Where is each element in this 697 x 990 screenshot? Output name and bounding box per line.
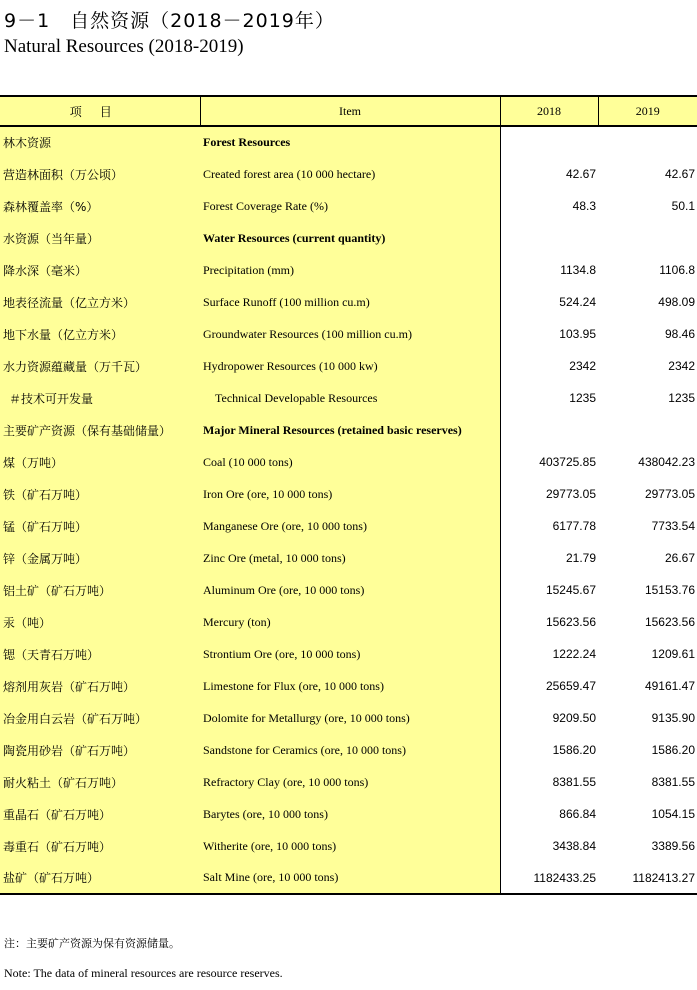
item-cn-cell: 汞（吨）: [0, 606, 200, 638]
value-2018-cell: 25659.47: [545, 679, 596, 693]
value-2018-cell: 15245.67: [545, 583, 596, 597]
item-cn-cell: 地下水量（亿立方米）: [0, 318, 200, 350]
value-2018-cell: 1586.20: [552, 743, 596, 757]
value-2019-cell: [598, 126, 697, 158]
table-row: [0, 478, 697, 510]
value-2019-cell: 1235: [668, 391, 695, 405]
page-title-en: Natural Resources (2018-2019): [4, 36, 244, 57]
value-2018-cell: 6177.78: [552, 519, 596, 533]
item-en-cell: Zinc Ore (metal, 10 000 tons): [200, 542, 500, 574]
item-cn-cell: 铁（矿石万吨）: [0, 478, 200, 510]
value-2018-cell: 29773.05: [545, 487, 596, 501]
item-cn-cell: 煤（万吨）: [0, 446, 200, 478]
table-row: [0, 830, 697, 862]
header-row: [0, 96, 697, 126]
table-row: [0, 862, 697, 894]
value-2019-cell: 498.09: [658, 295, 695, 309]
value-2018-cell: 15623.56: [545, 615, 596, 629]
value-2019-cell: 15153.76: [644, 583, 695, 597]
table-row: [0, 670, 697, 702]
section-row: [0, 126, 697, 158]
value-2018-cell: 1222.24: [552, 647, 596, 661]
table-row: [0, 158, 697, 190]
item-en-cell: Major Mineral Resources (retained basic reserves): [200, 414, 500, 446]
item-en-cell: Refractory Clay (ore, 10 000 tons): [200, 766, 500, 798]
item-cn-cell: 锶（天青石万吨）: [0, 638, 200, 670]
table-row: [0, 798, 697, 830]
value-2019-cell: 3389.56: [651, 839, 695, 853]
natural-resources-table: [0, 95, 697, 895]
value-2018-cell: 8381.55: [552, 775, 596, 789]
header-2018: 2018: [500, 96, 598, 126]
table-body: [0, 126, 697, 894]
value-2019-cell: 1209.61: [651, 647, 695, 661]
table-row: [0, 446, 697, 478]
item-en-cell: Manganese Ore (ore, 10 000 tons): [200, 510, 500, 542]
item-cn-cell: ＃技术可开发量: [0, 382, 200, 414]
item-cn-cell: 盐矿（矿石万吨）: [0, 862, 200, 894]
value-2019-cell: 1182413.27: [598, 862, 697, 894]
item-en-cell: Precipitation (mm): [200, 254, 500, 286]
value-2018-cell: 103.95: [559, 327, 596, 341]
item-cn-cell: 陶瓷用砂岩（矿石万吨）: [0, 734, 200, 766]
table-row: [0, 190, 697, 222]
item-en-cell: Hydropower Resources (10 000 kw): [200, 350, 500, 382]
value-2019-cell: 15623.56: [644, 615, 695, 629]
value-2018-cell: [500, 414, 598, 446]
item-cn-cell: 锌（金属万吨）: [0, 542, 200, 574]
value-2019-cell: 8381.55: [651, 775, 695, 789]
value-2019-cell: 50.1: [671, 199, 695, 213]
item-cn-cell: 森林覆盖率（%）: [0, 190, 200, 222]
item-en-cell: Strontium Ore (ore, 10 000 tons): [200, 638, 500, 670]
item-cn-cell: 锰（矿石万吨）: [0, 510, 200, 542]
note-cn: 注：主要矿产资源为保有资源储量。: [4, 937, 180, 950]
value-2019-cell: 98.46: [664, 327, 695, 341]
item-cn-cell: 降水深（毫米）: [0, 254, 200, 286]
item-en-cell: Iron Ore (ore, 10 000 tons): [200, 478, 500, 510]
item-cn-cell: 熔剂用灰岩（矿石万吨）: [0, 670, 200, 702]
item-en-cell: Dolomite for Metallurgy (ore, 10 000 tons): [200, 702, 500, 734]
section-row: [0, 222, 697, 254]
item-cn-cell: 营造林面积（万公顷）: [0, 158, 200, 190]
item-en-cell: Sandstone for Ceramics (ore, 10 000 tons): [200, 734, 500, 766]
table-row: [0, 606, 697, 638]
value-2019-cell: 1586.20: [651, 743, 695, 757]
value-2018-cell: 1134.8: [560, 263, 596, 277]
table-row: [0, 286, 697, 318]
value-2018-cell: 524.24: [559, 295, 596, 309]
item-en-cell: Created forest area (10 000 hectare): [200, 158, 500, 190]
item-cn-cell: 毒重石（矿石万吨）: [0, 830, 200, 862]
header-item-en: Item: [200, 96, 500, 126]
item-cn-cell: 冶金用白云岩（矿石万吨）: [0, 702, 200, 734]
table-row: [0, 510, 697, 542]
item-cn-cell: 主要矿产资源（保有基础储量）: [0, 414, 200, 446]
value-2018-cell: 2342: [569, 359, 596, 373]
item-en-cell: Witherite (ore, 10 000 tons): [200, 830, 500, 862]
item-cn-cell: 地表径流量（亿立方米）: [0, 286, 200, 318]
item-cn-cell: 重晶石（矿石万吨）: [0, 798, 200, 830]
item-en-cell: Mercury (ton): [200, 606, 500, 638]
value-2018-cell: 1235: [569, 391, 596, 405]
value-2018-cell: 21.79: [565, 551, 596, 565]
value-2019-cell: 2342: [668, 359, 695, 373]
item-en-cell: Forest Resources: [200, 126, 500, 158]
value-2018-cell: [500, 222, 598, 254]
value-2019-cell: 438042.23: [638, 455, 695, 469]
table-row: [0, 574, 697, 606]
item-en-cell: Forest Coverage Rate (%): [200, 190, 500, 222]
value-2019-cell: [598, 414, 697, 446]
value-2019-cell: 42.67: [664, 167, 695, 181]
item-en-cell: Groundwater Resources (100 million cu.m): [200, 318, 500, 350]
item-en-cell: Technical Developable Resources: [200, 382, 500, 414]
value-2019-cell: 26.67: [664, 551, 695, 565]
note-en: Note: The data of mineral resources are resource reserves.: [4, 966, 283, 980]
item-en-cell: Water Resources (current quantity): [200, 222, 500, 254]
item-cn-cell: 耐火粘土（矿石万吨）: [0, 766, 200, 798]
table-row: [0, 318, 697, 350]
item-cn-cell: 水力资源蕴藏量（万千瓦）: [0, 350, 200, 382]
table-row: [0, 766, 697, 798]
table-row: [0, 542, 697, 574]
item-en-cell: Aluminum Ore (ore, 10 000 tons): [200, 574, 500, 606]
value-2019-cell: 49161.47: [644, 679, 695, 693]
value-2019-cell: 1106.8: [659, 263, 695, 277]
item-en-cell: Barytes (ore, 10 000 tons): [200, 798, 500, 830]
table-row: [0, 350, 697, 382]
item-en-cell: Limestone for Flux (ore, 10 000 tons): [200, 670, 500, 702]
header-2019: 2019: [598, 96, 697, 126]
item-en-cell: Surface Runoff (100 million cu.m): [200, 286, 500, 318]
value-2018-cell: 48.3: [572, 199, 596, 213]
section-row: [0, 414, 697, 446]
item-cn-cell: 林木资源: [0, 126, 200, 158]
table-header: [0, 96, 697, 126]
value-2018-cell: [500, 126, 598, 158]
value-2019-cell: 29773.05: [644, 487, 695, 501]
value-2018-cell: 403725.85: [539, 455, 596, 469]
value-2019-cell: [598, 222, 697, 254]
value-2019-cell: 9135.90: [651, 711, 695, 725]
value-2018-cell: 42.67: [565, 167, 596, 181]
value-2018-cell: 1182433.25: [500, 862, 598, 894]
header-item-cn: 项目: [0, 96, 200, 126]
value-2018-cell: 866.84: [559, 807, 596, 821]
value-2019-cell: 7733.54: [651, 519, 695, 533]
value-2019-cell: 1054.15: [651, 807, 695, 821]
page-title-cn: 9－1 自然资源（2018－2019年）: [4, 10, 335, 32]
table-row: [0, 734, 697, 766]
item-cn-cell: 铝土矿（矿石万吨）: [0, 574, 200, 606]
table-row: [0, 638, 697, 670]
item-cn-cell: 水资源（当年量）: [0, 222, 200, 254]
item-en-cell: Salt Mine (ore, 10 000 tons): [200, 862, 500, 894]
item-en-cell: Coal (10 000 tons): [200, 446, 500, 478]
table-row: [0, 382, 697, 414]
table-row: [0, 702, 697, 734]
table-row: [0, 254, 697, 286]
value-2018-cell: 9209.50: [552, 711, 596, 725]
value-2018-cell: 3438.84: [552, 839, 596, 853]
